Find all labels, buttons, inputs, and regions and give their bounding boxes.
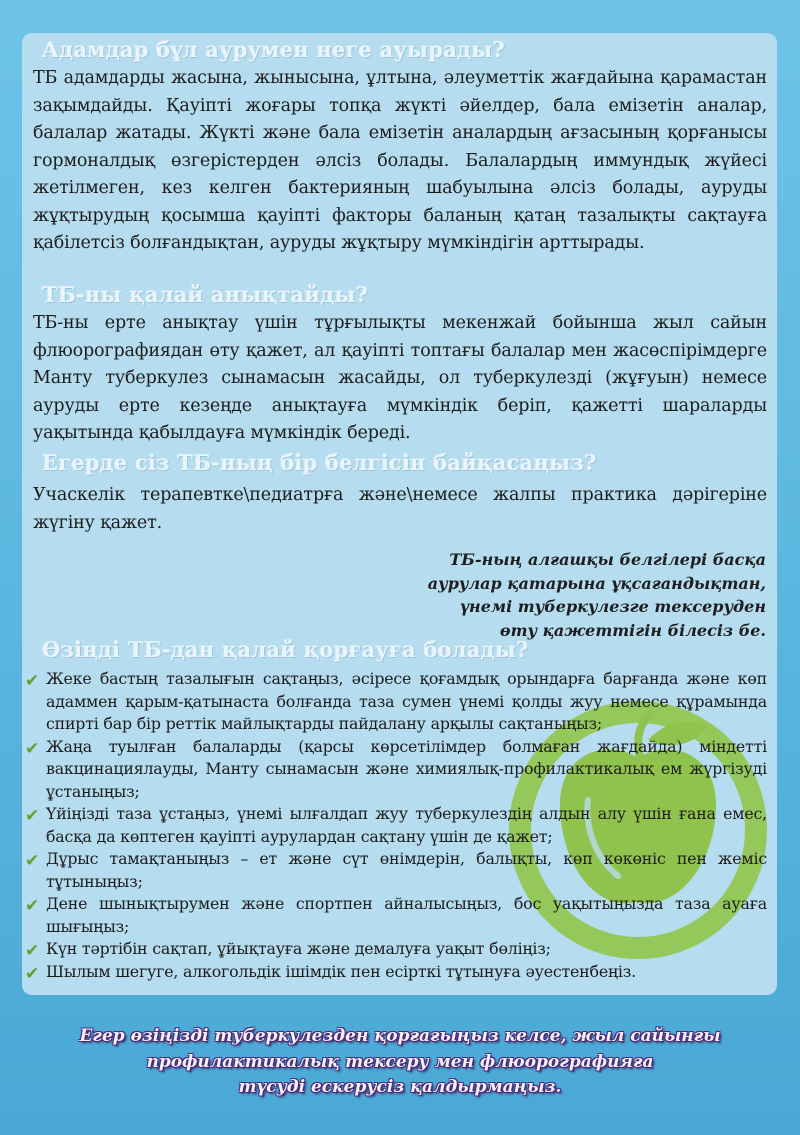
note-line: өту қажеттігін білесіз бе.	[499, 620, 766, 640]
list-item	[25, 848, 767, 893]
note-line: ТБ-ның алғашқы белгілері басқа	[449, 550, 766, 569]
footer-call-to-action	[40, 1024, 760, 1101]
protection-checklist	[25, 668, 767, 983]
list-item-text: Үйіңізді таза ұстаңыз, үнемі ылғалдап жуу туберкулездің алдын алу үшін ғана емес, басқа да көптеген қауіпті аурулардан сақтану үшін де қажет;	[46, 804, 767, 846]
list-item-text: Шылым шегуге, алкогольдік ішімдік пен есірткі тұтынуға әуестенбеңіз.	[46, 961, 636, 981]
section-text-detect: ТБ-ны ерте анықтау үшін тұрғылықты мекенжай бойынша жыл сайын флюорографиядан өту қажет, ал қауіпті топтағы балалар мен жасөспірімдерге Манту туберкулез сынамасын жасайды, ол туберкулезді (жұғуын) немесе ауруды ерте кезеңде анықтауға мүмкіндік беріп, қажетті шараларды уақытында қабылдауға мүмкіндік береді.	[33, 313, 767, 443]
list-item-text: Дұрыс тамақтаныңыз – ет және сүт өнімдерін, балықты, көп көкөніс пен жеміс тұтыныңыз;	[46, 849, 767, 891]
section-text-symptom: Учаскелік терапевтке\педиатрға және\немесе жалпы практика дәрігеріне жүгіну қажет.	[33, 485, 767, 533]
list-item	[25, 893, 767, 938]
footer-line: түсуді ескерусіз қалдырмаңыз.	[238, 1077, 562, 1097]
note-line: аурулар қатарына ұқсағандықтан,	[427, 573, 766, 593]
footer-line: Егер өзіңізді туберкулезден қорғағыңыз келсе, жыл сайынғы	[79, 1026, 721, 1046]
list-item-text: Жаңа туылған балаларды (қарсы көрсетілімдер болмаған жағдайда) міндетті вакцинациялауды, Манту сынамасын және химиялық-профилактикалық ем жүргізуді ұстаныңыз;	[46, 736, 767, 801]
list-item	[25, 803, 767, 848]
check-icon: ✔	[25, 941, 40, 961]
list-item	[25, 938, 767, 961]
section-heading-protect: Өзіңді ТБ-дан қалай қорғауға болады?	[42, 637, 529, 662]
note-line: үнемі туберкулезге тексеруден	[459, 597, 766, 616]
check-icon: ✔	[25, 851, 40, 871]
list-item	[25, 668, 767, 736]
list-item-text: Күн тәртібін сақтап, ұйықтауға және демалуға уақыт бөліңіз;	[46, 939, 551, 958]
footer-line: профилактикалық тексеру мен флюорографияға	[146, 1051, 654, 1072]
check-icon: ✔	[25, 671, 40, 691]
check-icon: ✔	[25, 963, 40, 984]
list-item	[25, 736, 767, 804]
section-heading-detect: ТБ-ны қалай анықтайды?	[42, 282, 369, 307]
check-icon: ✔	[25, 806, 40, 826]
check-icon: ✔	[25, 738, 40, 759]
list-item-text: Жеке бастың тазалығын сақтаңыз, әсіресе қоғамдық орындарға барғанда және көп адаммен қарым-қатынаста болғанда таза сумен үнемі қолды жуу немесе құрамында спирті бар бір реттік майлықтарды пайдалану арқылы сақтаныңыз;	[46, 669, 767, 733]
section-text-why: ТБ адамдарды жасына, жынысына, ұлтына, әлеуметтік жағдайына қарамастан зақымдайды. Қауіпті жоғары топқа жүкті әйелдер, бала емізетін аналар, балалар жатады. Жүкті және бала емізетін аналардың ағзасының қорғанысы гормоналдық өзгерістерден әлсіз болады. Балалардың иммундық жүйесі жетілмеген, кез келген бактерияның шабуылына әлсіз болады, ауруды жұқтырудың қосымша қауіпті факторы баланың қатаң тазалықты сақтауға қабілетсіз болғандықтан, ауруды жұқтыру мүмкіндігін арттырады.	[33, 68, 767, 253]
list-item-text: Дене шынықтырумен және спортпен айналысыңыз, бос уақытыңызда таза ауаға шығыңыз;	[46, 894, 767, 936]
did-you-know-note	[366, 548, 766, 642]
list-item	[25, 961, 767, 984]
check-icon: ✔	[25, 896, 40, 916]
section-heading-symptom: Егерде сіз ТБ-ның бір белгісін байқасаңыз?	[42, 450, 597, 475]
section-heading-why: Адамдар бұл аурумен неге ауырады?	[42, 37, 505, 62]
